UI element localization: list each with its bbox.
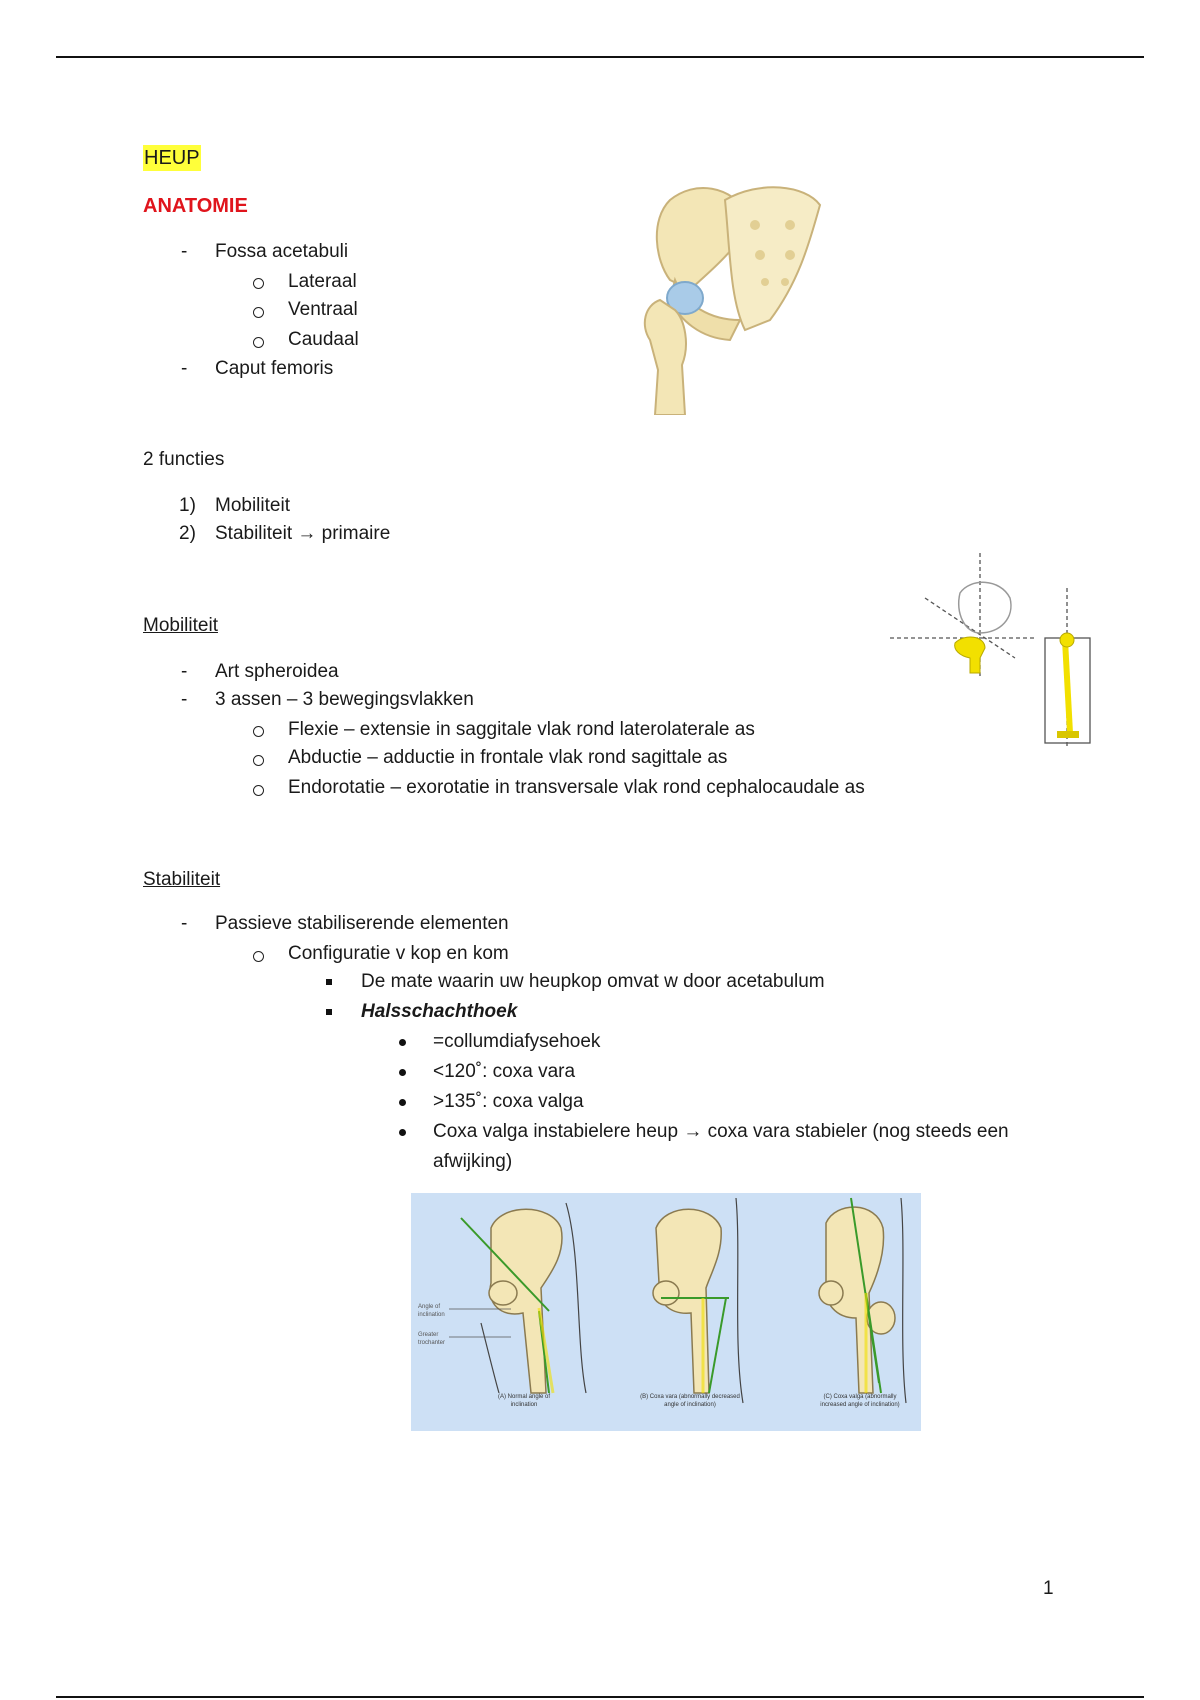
page-number: 1 (1043, 1578, 1054, 1599)
circle-marker (253, 337, 264, 348)
circle-marker (253, 785, 264, 796)
square-marker (326, 1009, 332, 1015)
pelvis-illustration (630, 170, 830, 415)
title-highlight: HEUP (144, 147, 200, 169)
dash-marker: - (181, 913, 188, 934)
bottom-rule (56, 1696, 1144, 1698)
circle-marker (253, 755, 264, 766)
list-item-vara: <120˚: coxa vara (433, 1061, 576, 1082)
list-item-lateraal: Lateraal (288, 271, 357, 292)
dash-marker: - (181, 358, 188, 379)
figure-label-trochanter: Greater trochanter (418, 1332, 446, 1346)
num-marker: 2) (179, 523, 196, 544)
square-marker (326, 979, 332, 985)
top-rule (56, 56, 1144, 58)
list-item-fossa: Fossa acetabuli (215, 241, 349, 262)
bullet-marker (399, 1039, 406, 1046)
bullet-marker (399, 1129, 406, 1136)
functies-title: 2 functies (143, 449, 225, 470)
list-item-configuratie: Configuratie v kop en kom (288, 943, 509, 964)
list-item-ventraal: Ventraal (288, 299, 358, 320)
bullet-marker (399, 1099, 406, 1106)
axes-illustration (885, 548, 1105, 753)
list-item-afwijking: afwijking) (433, 1151, 513, 1172)
num-marker: 1) (179, 495, 196, 516)
dash-marker: - (181, 689, 188, 710)
list-item-stabiliteit: Stabiliteit → primaire (215, 523, 391, 544)
list-item-instabiel: Coxa valga instabielere heup → coxa vara stabieler (nog steeds een (433, 1121, 1009, 1142)
bullet-marker (399, 1069, 406, 1076)
femur-shape (645, 300, 686, 415)
figure-caption-a: (A) Normal angle of inclination (497, 1394, 551, 1408)
circle-marker (253, 278, 264, 289)
page-title (143, 146, 201, 170)
dash-marker: - (181, 661, 188, 682)
list-item-passieve: Passieve stabiliserende elementen (215, 913, 509, 934)
list-item-art: Art spheroidea (215, 661, 339, 682)
list-item-abductie: Abductie – adductie in frontale vlak rond sagittale as (288, 747, 728, 768)
sacrum-shape (725, 187, 820, 330)
list-item-collum: =collumdiafysehoek (433, 1031, 601, 1052)
mobiliteit-heading: Mobiliteit (143, 615, 218, 636)
list-item-caput: Caput femoris (215, 358, 334, 379)
circle-marker (253, 951, 264, 962)
stabiliteit-heading: Stabiliteit (143, 869, 221, 890)
list-item-endorotatie: Endorotatie – exorotatie in transversale vlak rond cephalocaudale as (288, 777, 865, 798)
list-item-caudaal: Caudaal (288, 329, 359, 350)
list-item-mobiliteit: Mobiliteit (215, 495, 290, 516)
circle-marker (253, 307, 264, 318)
list-item-mate: De mate waarin uw heupkop omvat w door acetabulum (361, 971, 825, 992)
figure-label-angle: Angle of inclination (418, 1304, 445, 1318)
list-item-assen: 3 assen – 3 bewegingsvlakken (215, 689, 474, 710)
figure-caption-b: (B) Coxa vara (abnormally decreased angle of inclination) (640, 1394, 740, 1408)
list-item-flexie: Flexie – extensie in saggitale vlak rond laterolaterale as (288, 719, 755, 740)
dash-marker: - (181, 241, 188, 262)
circle-marker (253, 726, 264, 737)
section-heading-anatomie: ANATOMIE (143, 195, 248, 217)
femur-yellow-small (955, 637, 985, 673)
list-item-halsschachthoek: Halsschachthoek (361, 1001, 518, 1022)
figure-caption-c: (C) Coxa valga (abnormally increased angle of inclination) (820, 1394, 900, 1408)
list-item-valga: >135˚: coxa valga (433, 1091, 584, 1112)
